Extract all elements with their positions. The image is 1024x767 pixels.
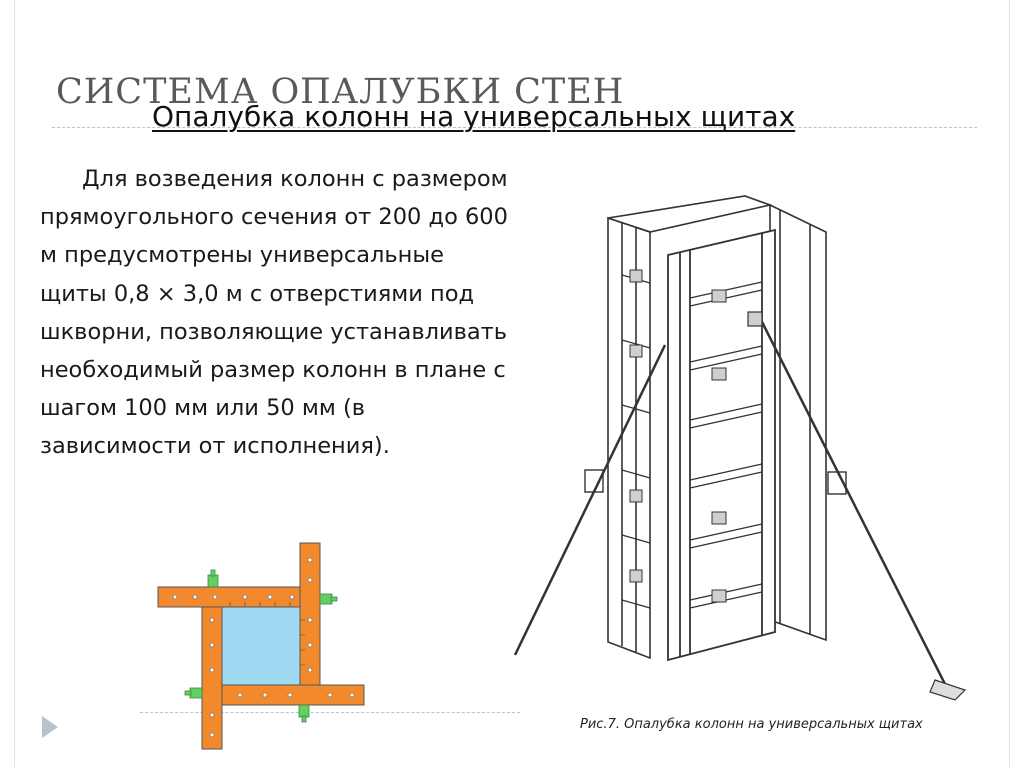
figure-caption: Рис.7. Опалубка колонн на универсальных щитах — [580, 717, 923, 732]
play-icon[interactable] — [42, 716, 58, 738]
slide-title: СИСТЕМА ОПАЛУБКИ СТЕН — [56, 72, 625, 112]
formwork-right-panel — [770, 205, 826, 640]
body-paragraph: Для возведения колонн с размером прямоугольного сечения от 200 до 600 м предусмотрены универсальные щиты 0,8 × 3,0 м с отверстиями под шкворни, позволяющие устанавливать необходимый размер колонн в плане с шагом 100 мм или 50 мм (в зависимости от исполнения). — [40, 166, 508, 460]
slide-subtitle: Опалубка колонн на универсальных щитах — [152, 100, 796, 133]
